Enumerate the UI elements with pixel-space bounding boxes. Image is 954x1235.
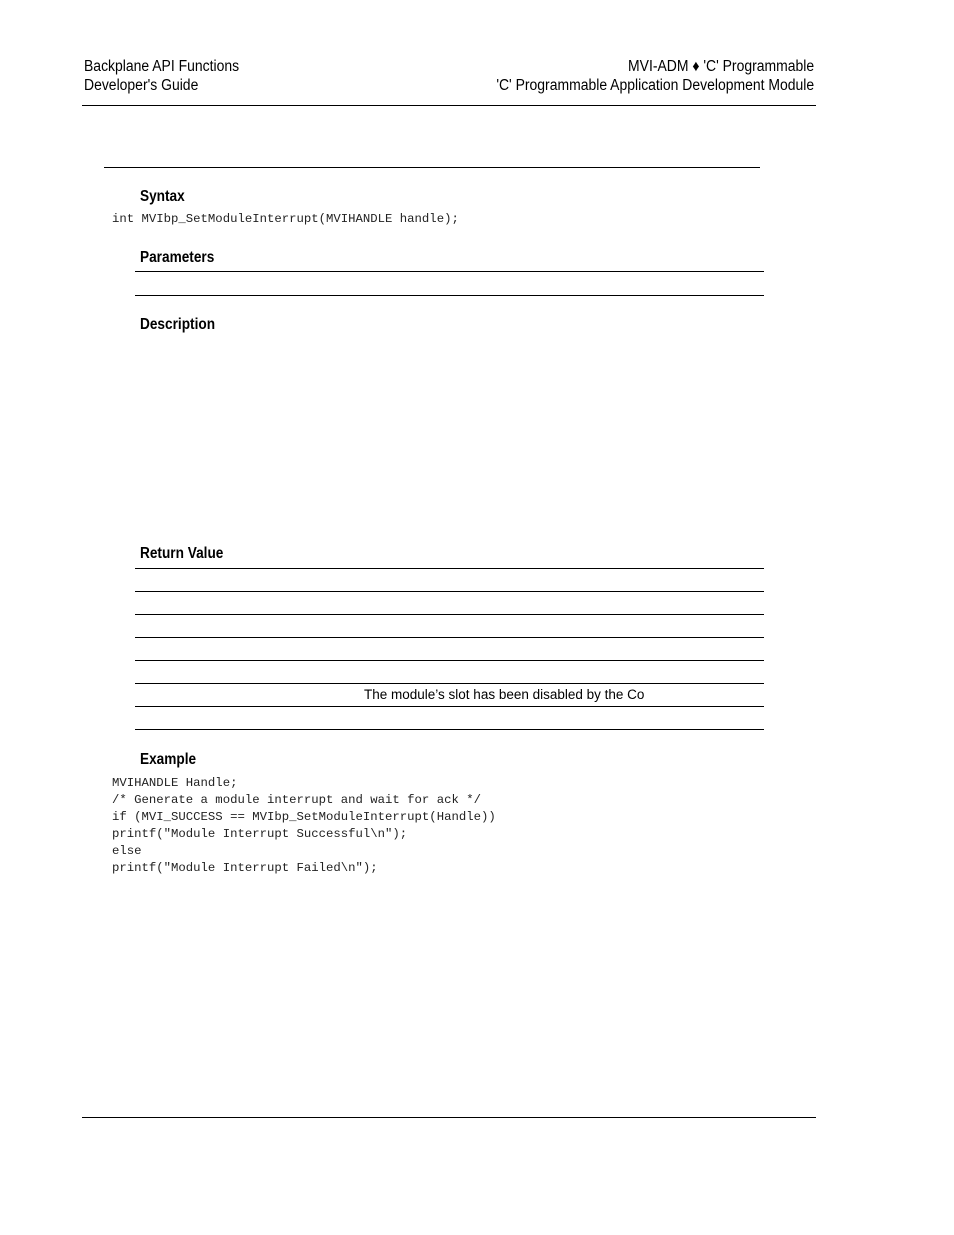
syntax-code: int MVIbp_SetModuleInterrupt(MVIHANDLE handle);: [112, 212, 459, 226]
header-product-subtitle: 'C' Programmable Application Development Module: [496, 77, 814, 94]
code-line: /* Generate a module interrupt and wait for ack */: [112, 793, 481, 807]
description-heading: Description: [140, 316, 216, 333]
parameters-table-top: [135, 271, 764, 272]
table-row: [135, 637, 764, 660]
header-guide-title: Developer's Guide: [84, 77, 199, 94]
table-row: [135, 591, 764, 614]
code-line: else: [112, 844, 142, 858]
code-line: printf("Module Interrupt Successful\n");: [112, 827, 408, 841]
return-value-heading: Return Value: [140, 545, 224, 562]
table-row: [135, 568, 764, 591]
header-divider: [82, 105, 816, 106]
page-header-left: [84, 57, 239, 95]
parameters-heading: Parameters: [140, 249, 215, 266]
return-value-table: [135, 568, 764, 730]
code-line: printf("Module Interrupt Failed\n");: [112, 861, 378, 875]
parameters-table-bottom: [135, 295, 764, 296]
header-product-title: MVI-ADM ♦ 'C' Programmable: [627, 58, 814, 75]
code-line: MVIHANDLE Handle;: [112, 776, 238, 790]
table-row: [135, 660, 764, 683]
table-row: [135, 614, 764, 637]
function-title-divider: [104, 167, 760, 168]
code-line: if (MVI_SUCCESS == MVIbp_SetModuleInterrupt(Handle)): [112, 810, 496, 824]
table-row: [135, 683, 764, 706]
page-header-right: [496, 57, 814, 95]
footer-divider: [82, 1117, 816, 1118]
return-value-description: The module’s slot has been disabled by the Co: [364, 687, 645, 702]
example-code-block: [112, 775, 496, 877]
header-section-title: Backplane API Functions: [84, 58, 240, 75]
table-row: [135, 706, 764, 730]
syntax-heading: Syntax: [140, 188, 185, 205]
example-heading: Example: [140, 751, 197, 768]
